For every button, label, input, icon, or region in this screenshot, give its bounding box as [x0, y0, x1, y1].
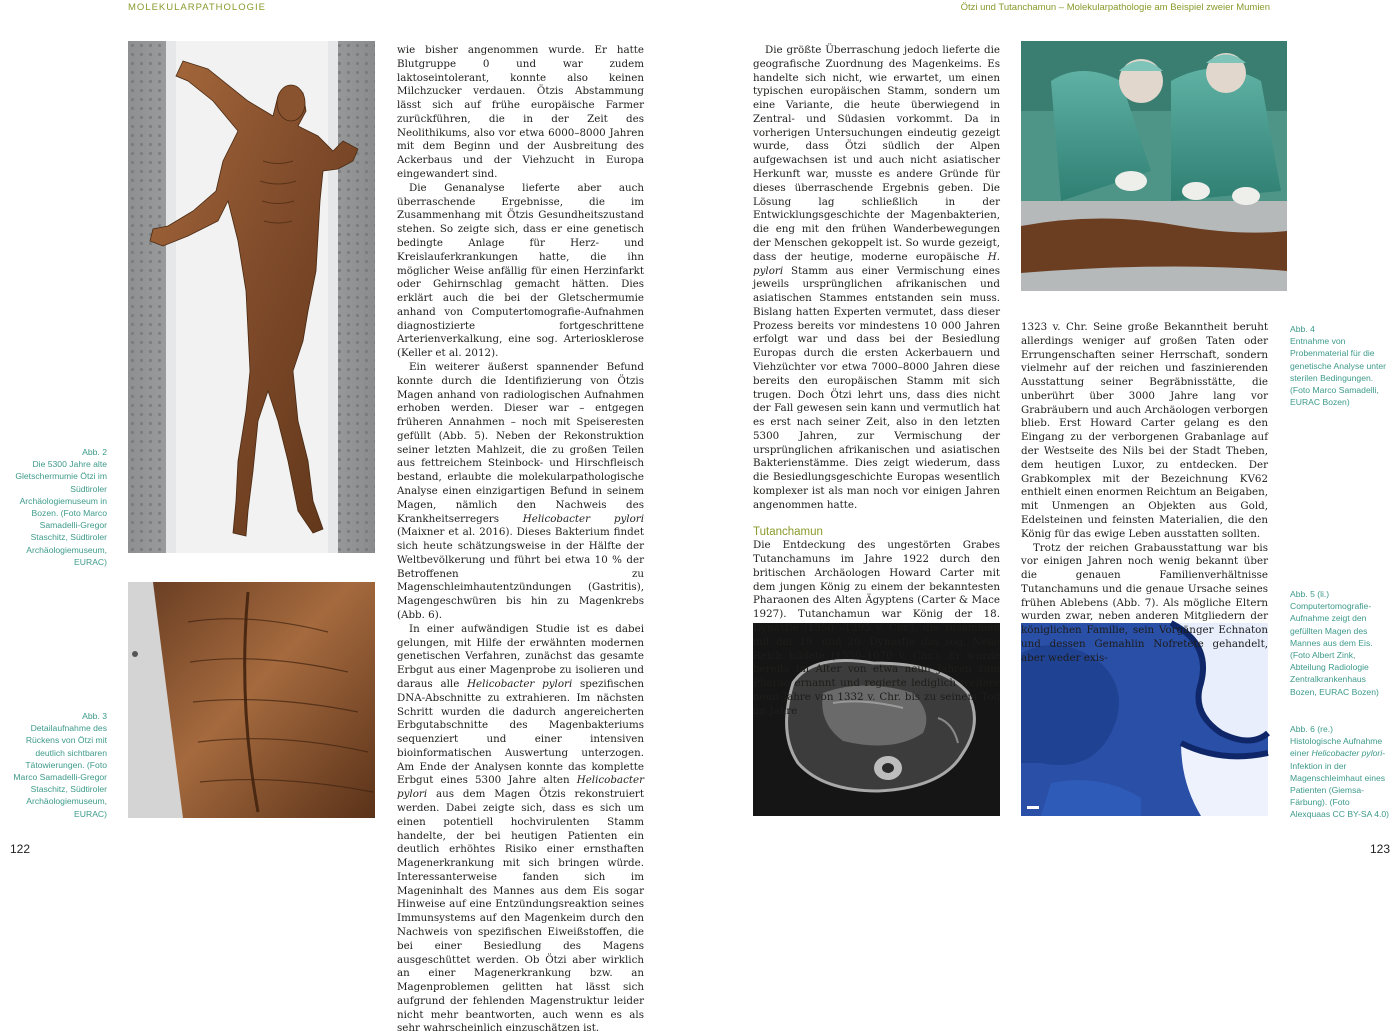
text-run: (Maixner et al. 2016). Dieses Bakterium findet sich heute schätzungsweise in der Hälfte der Weltbevölkerung und führt bei etwa 10 % der Betroffenen zu Magenschleimhautentzündungen (Gastritis), Magengeschwüren bis hin zu Magenkrebs (Abb. 6). [397, 526, 644, 622]
text-run: spezifischen DNA-Abschnitte zu extrahieren. Im nächsten Schritt wurden die dadurch angereicherten Erbgutabschnitte des Magenbakteriums sequenziert und einer intensiven bioinformatischen Auswertung unterzogen. Am Ende der Analysen konnte das komplette Erbgut eines 5300 Jahre alten [397, 677, 644, 787]
caption-abb-4 [1290, 323, 1390, 408]
paragraph: Die Entdeckung des ungestörten Grabes Tutanchamuns im Jahre 1922 durch den britischen Archäologen Howard Carter mit dem jungen König zu einem der bekanntesten Pharaonen des Alten Ägyptens (Carter & Mace 1927). Tutanchamun war König der 18. Dynastie (1550 –1295 v. Chr.), die zusammen mit der 19. und 20. Dynastie das sog. Neue Reich bildete (1550–1070 v. Chr.). Er wurde bereits im Alter von etwa neun Jahren zum Pharao ernannt und regierte lediglich weitere neun Jahre von 1332 v. Chr. bis zu seinem Tod im Jahre [753, 539, 1000, 717]
text-run: Ein weiterer äußerst spannender Befund konnte durch die Identifizierung von Ötzis Magen anhand von radiologischen Aufnahmen erhoben werden. Dieser war – entgegen früheren Annahmen – noch mit Speiseresten gefüllt (Abb. 5). Neben der Rekonstruktion seiner letzten Mahlzeit, die zu großen Teilen aus fettreichem Steinbock- und Hirschfleisch bestand, erlaubte die molekularpathologische Analyse einen einzigartigen Befund in seinem Magen, nämlich den Nachweis des Krankheitserregers [397, 360, 644, 525]
paragraph: Die Genanalyse lieferte aber auch überraschende Ergebnisse, die im Zusammenhang mit Ötzis Gesundheitszustand stehen. So zeigte sich, dass er eine genetisch bedingte Anlage für Herz- und Kreislauferkrankungen hatte, die ihn möglicher Weise anfällig für einen Herzinfarkt oder Gehirnschlag gemacht hätten. Dies erklärt auch die bei der Gletschermumie anhand von Computertomografie-Aufnahmen diagnostizierte fortgeschrittene Arterienverkalkung, eine sog. Arteriosklerose (Keller et al. 2012). [397, 181, 644, 360]
caption-text-pre: Histologische Aufnahme einer [1290, 736, 1383, 759]
text-run: Die größte Überraschung jedoch lieferte die geografische Zuordnung des Magenkeims. Es handelte sich nicht, wie erwartet, um einen typischen europäischen Stamm, sondern um eine Variante, die heute überwiegend in Zentral- und Südasien vorkommt. Da in vorherigen Untersuchungen eindeutig gezeigt wurde, dass Ötzi südlich der Alpen aufgewachsen ist und auch nicht asiatischer Herkunft war, musste es andere Gründe für dieses überraschende Ergebnis geben. Die Lösung lag schließlich in der Entwicklungsgeschichte der Magenbakterien, die eng mit den frühen Wanderbewegungen der Menschen gekoppelt ist. So wurde gezeigt, dass der heutige, moderne europäische [753, 44, 1000, 263]
page-number-right: 123 [1369, 842, 1390, 856]
italic-term: Helicobacter pylori [522, 512, 644, 525]
caption-text: Die 5300 Jahre alte Gletschermumie Ötzi im Südtiroler Archäologiemuseum in Bozen. (Foto Marco Samadelli-Gregor Staschitz, Südtiroler Archäologiemuseum, EURAC) [15, 459, 107, 567]
otzi-mummy-photo [128, 41, 375, 553]
italic-term: Helicobacter pylori [467, 677, 573, 690]
paragraph [753, 44, 1000, 513]
caption-text: Entnahme von Probenmaterial für die genetische Analyse unter sterilen Bedingungen. (Foto Marco Samadelli, EURAC Bozen) [1290, 336, 1387, 408]
text-run: aus dem Magen Ötzis rekonstruiert werden. Dabei zeigte sich, dass es sich um einen potentiell hochvirulenten Stamm handelte, der bei heutigen Patienten ein deutlich erhöhtes Risiko einer ernsthaften Magenerkrankung mit sich bringen würde. Interessanterweise fanden sich im Mageninhalt des Mannes aus dem Eis sogar Hinweise auf eine Entzündungsreaktion seines Immunsystems auf den Magenkeim durch den Nachweis von spezifischen Eiweißstoffen, die bei einer Besiedlung des Magens ausgeschüttet werden. Ob Ötzi aber wirklich an einer Magenerkrankung bzw. an Magenproblemen gelitten hat lässt sich aufgrund der fehlenden Magenstruktur leider nicht mehr beantworten, auch wenn es als sehr wahrscheinlich einzuschätzen ist. [397, 788, 644, 1035]
text-run: In einer aufwändigen Studie ist es dabei gelungen, mit Hilfe der erwähnten modernen genetischen Verfahren, zunächst das gesamte Erbgut aus einer Magenprobe zu isolieren und daraus alle [397, 622, 644, 690]
italic-term: H. pylori [753, 250, 1000, 277]
paragraph [397, 623, 644, 1036]
running-head-right: Ötzi und Tutanchamun – Molekularpathologie am Beispiel zweier Mumien [960, 2, 1270, 13]
caption-label: Abb. 2 [82, 447, 107, 457]
caption-label: Abb. 4 [1290, 324, 1315, 334]
text-column-3 [1021, 321, 1268, 666]
caption-text-post: -Infektion in der Magenschleimhaut eines Patienten (Giemsa-Färbung). (Foto Alexquaas CC BY-SA 4.0) [1290, 748, 1390, 820]
caption-text: Computertomografie-Aufnahme zeigt den gefüllten Magen des Mannes aus dem Eis. (Foto Albert Zink, Abteilung Radiologie Zentralkrankenhaus Bozen, EURAC Bozen) [1290, 601, 1379, 697]
paragraph: 1323 v. Chr. Seine große Bekanntheit beruht allerdings weniger auf großen Taten oder Errungenschaften seiner Herrschaft, sondern vielmehr auf der reichen und faszinierenden Ausstattung seiner Begräbnisstätte, die unberührt über 3000 Jahre lang vor Grabräubern und auch Archäologen verborgen blieb. Erst Howard Carter gelang es den Eingang zu der verborgenen Grabanlage auf der Westseite des Nils bei der Stadt Theben, dem heutigen Luxor, zu entdecken. Der Grabkomplex mit der Bezeichnung KV62 enthielt einen enormen Reichtum an Beigaben, mit Unmengen an Objekten aus Gold, Edelsteinen und feinsten Materialien, die den König für das ewige Leben ausstatten sollten. [1021, 321, 1268, 540]
caption-label: Abb. 3 [82, 711, 107, 721]
caption-abb-2 [8, 446, 107, 568]
caption-abb-6 [1290, 723, 1390, 821]
italic-term: Helicobacter pylori [397, 774, 644, 801]
running-head-left: MOLEKULARPATHOLOGIE [128, 2, 266, 13]
caption-abb-3 [8, 710, 107, 820]
caption-text: Detailaufnahme des Rückens von Ötzi mit deutlich sichtbaren Tätowierungen. (Foto Marco Samadelli-Gregor Staschitz, Südtiroler Archäologiemuseum, EURAC) [13, 723, 107, 819]
caption-text-italic: Helicobacter pylori [1311, 748, 1383, 759]
page-number-left: 122 [10, 842, 31, 856]
paragraph: Trotz der reichen Grabausstattung war bis vor einigen Jahren noch wenig bekannt über die genauen Familienverhältnisse Tutanchamuns und die genaue Ursache seines frühen Ablebens (Abb. 7). Als mögliche Eltern wurden zwar, neben anderen Mitgliedern der königlichen Familie, sein Vorgänger Echnaton und dessen Gemahlin Nofretete gehandelt, aber weder exis- [1021, 541, 1268, 664]
text-column-1 [397, 44, 644, 1036]
paragraph [397, 361, 644, 623]
caption-label: Abb. 6 (re.) [1290, 724, 1333, 734]
caption-abb-5 [1290, 588, 1390, 698]
caption-label: Abb. 5 (li.) [1290, 589, 1330, 599]
paragraph: wie bisher angenommen wurde. Er hatte Blutgruppe 0 und war zudem laktoseintolerant, konnte also keinen Milchzucker verdauen. Ötzis Abstammung lässt sich auf frühe europäische Farmer zurückführen, die in der Zeit des Neolithikums, also vor etwa 6000–8000 Jahren mit dem Beginn und der Ausbreitung des Ackerbaus und der Viehzucht in Europa eingewandert sind. [397, 44, 644, 181]
text-run: Stamm aus einer Vermischung eines jeweils ursprünglichen afrikanischen und asiatischen Stammes entstanden sein muss. Bislang hatten Experten vermutet, dass dieser Prozess bereits vor mindestens 10 000 Jahren erfolgt war und dass bei der Besiedlung Europas durch die ersten Ackerbauern und Viehzüchter vor etwa 7000–8000 Jahren diese bereits den europäischen Stamm mit sich trugen. Doch Ötzi lehrt uns, dass dies nicht der Fall gewesen sein kann und vermutlich hat es erst nach seiner Zeit, also in den letzten 5300 Jahren, zur Vermischung der ursprünglichen afrikanischen und asiatischen Bakterienstämme. Dies zeigt wiederum, dass die Besiedlungsgeschichte Europas wesentlich komplexer ist als man noch vor einigen Jahren angenommen hatte. [753, 264, 1000, 511]
text-column-2 [753, 44, 1000, 719]
section-heading: Tutanchamun [753, 525, 823, 538]
sampling-photo [1021, 41, 1287, 291]
otzi-back-tattoo-photo [128, 582, 375, 818]
